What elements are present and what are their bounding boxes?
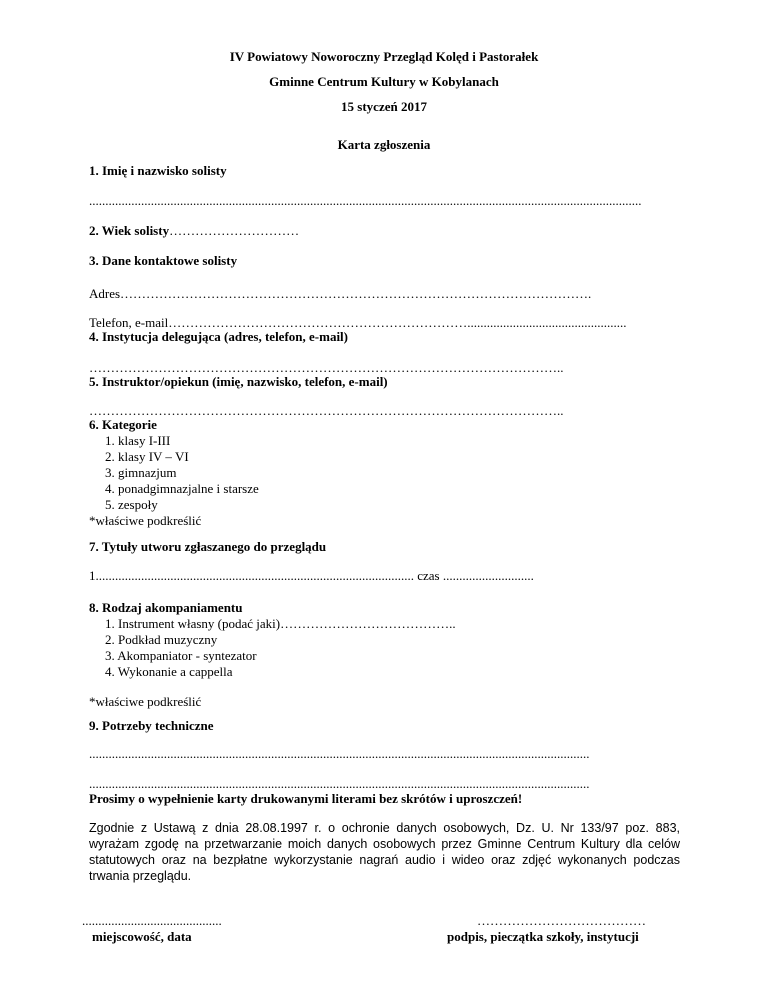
place-date-line[interactable]: ...........................................	[82, 913, 222, 928]
category-item[interactable]: 1. klasy I-III	[105, 433, 171, 448]
field-2-row	[89, 223, 299, 239]
category-item[interactable]: 5. zespoły	[105, 497, 158, 512]
field-2-dots[interactable]: …………………………	[169, 223, 300, 238]
address-label: Adres	[89, 286, 121, 301]
address-row	[89, 286, 641, 302]
category-item[interactable]: 3. gimnazjum	[105, 465, 177, 480]
technical-line[interactable]: ..........................................................................................................................................................	[89, 776, 590, 791]
accompaniment-item[interactable]: 3. Akompaniator - syntezator	[105, 648, 257, 663]
address-dots[interactable]: ……………………………………………………………………………………………….	[120, 286, 592, 301]
place-date-label: miejscowość, data	[92, 929, 192, 944]
field-1-label: 1. Imię i nazwisko solisty	[89, 163, 227, 178]
technical-line[interactable]: ..........................................................................................................................................................	[89, 746, 590, 761]
form-title: Karta zgłoszenia	[337, 137, 431, 152]
accompaniment-note: *właściwe podkreślić	[89, 694, 202, 709]
category-item[interactable]: 4. ponadgimnazjalne i starsze	[105, 481, 259, 496]
categories-heading: 6. Kategorie	[89, 417, 157, 432]
category-item[interactable]: 2. klasy IV – VI	[105, 449, 189, 464]
field-1-line[interactable]: ..........................................................................................................................................................................	[89, 193, 641, 208]
consent-text: Zgodnie z Ustawą z dnia 28.08.1997 r. o ochronie danych osobowych, Dz. U. Nr 133/97 poz. 883, wyrażam zgodę na przetwarzanie moich danych osobowych przez Gminne Centrum Kultury dla celów statutowych oraz na bezpłatne wykorzystanie nagrań audio i wideo oraz zdjęć wykonanych podczas trwania przeglądu.	[89, 821, 680, 883]
event-title: IV Powiatowy Noworoczny Przegląd Kolęd i Pastorałek	[229, 49, 539, 64]
signature-line[interactable]: …………………………………	[477, 913, 646, 928]
signature-label: podpis, pieczątka szkoły, instytucji	[447, 929, 639, 944]
phone-email-label: Telefon, e-mail	[89, 315, 169, 330]
field-5-label: 5. Instruktor/opiekun (imię, nazwisko, telefon, e-mail)	[89, 374, 388, 389]
field-4-line[interactable]: ………………………………………………………………………………………………..	[89, 360, 564, 375]
titles-line[interactable]: 1.................................................................................................. czas ............................	[89, 568, 534, 583]
field-3-label: 3. Dane kontaktowe solisty	[89, 253, 238, 268]
accompaniment-heading: 8. Rodzaj akompaniamentu	[89, 600, 243, 615]
accompaniment-item[interactable]: 1. Instrument własny (podać jaki)…………………………………..	[105, 616, 456, 631]
categories-note: *właściwe podkreślić	[89, 513, 202, 528]
event-date: 15 styczeń 2017	[341, 99, 427, 114]
field-2-label: 2. Wiek solisty	[89, 223, 170, 238]
notice-text: Prosimy o wypełnienie karty drukowanymi literami bez skrótów i uproszczeń!	[89, 791, 523, 806]
accompaniment-item[interactable]: 4. Wykonanie a cappella	[105, 664, 233, 679]
accompaniment-item[interactable]: 2. Podkład muzyczny	[105, 632, 218, 647]
organizer-name: Gminne Centrum Kultury w Kobylanach	[269, 74, 499, 89]
technical-heading: 9. Potrzeby techniczne	[89, 718, 214, 733]
titles-heading: 7. Tytuły utworu zgłaszanego do przeglądu	[89, 539, 327, 554]
field-5-line[interactable]: ………………………………………………………………………………………………..	[89, 403, 564, 418]
field-4-label: 4. Instytucja delegująca (adres, telefon, e-mail)	[89, 329, 348, 344]
phone-email-dots[interactable]: …………………………………………………………….................................................	[168, 315, 627, 330]
